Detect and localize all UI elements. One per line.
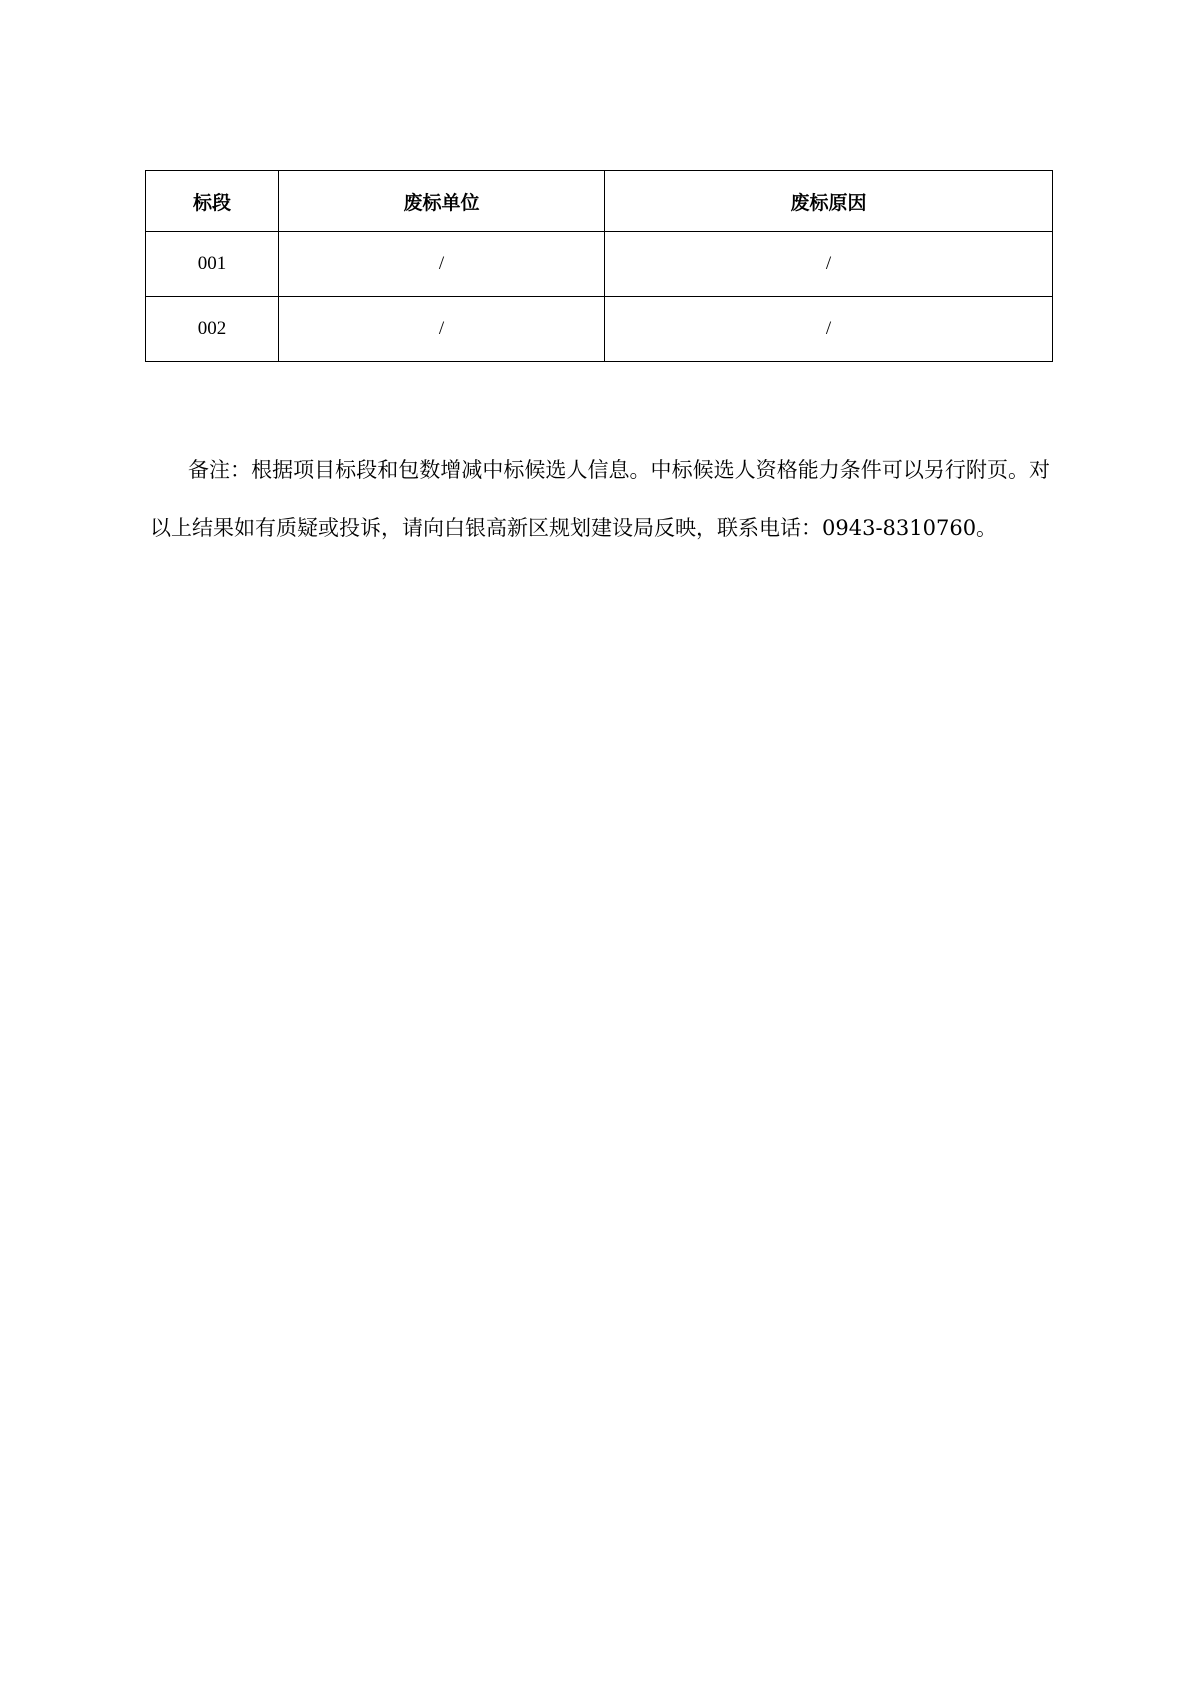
disqualified-unit-cell: / [279,232,605,297]
table-header-row [146,171,1053,232]
table-row [146,297,1053,362]
remark-label: 备注： [188,458,252,482]
column-header-disqualified-unit: 废标单位 [279,171,605,232]
disqualification-reason-cell: / [605,297,1053,362]
section-cell: 002 [146,297,279,362]
disqualification-table [145,170,1053,362]
disqualified-unit-cell: / [279,297,605,362]
disqualification-reason-cell: / [605,232,1053,297]
column-header-disqualification-reason: 废标原因 [605,171,1053,232]
column-header-section: 标段 [146,171,279,232]
section-cell: 001 [146,232,279,297]
remark-text: 根据项目标段和包数增减中标候选人信息。中标候选人资格能力条件可以另行附页。对以上结果如有质疑或投诉，请向白银高新区规划建设局反映，联系电话：0943-8310760。 [150,458,1050,540]
table-row [146,232,1053,297]
remark-paragraph [150,441,1050,557]
